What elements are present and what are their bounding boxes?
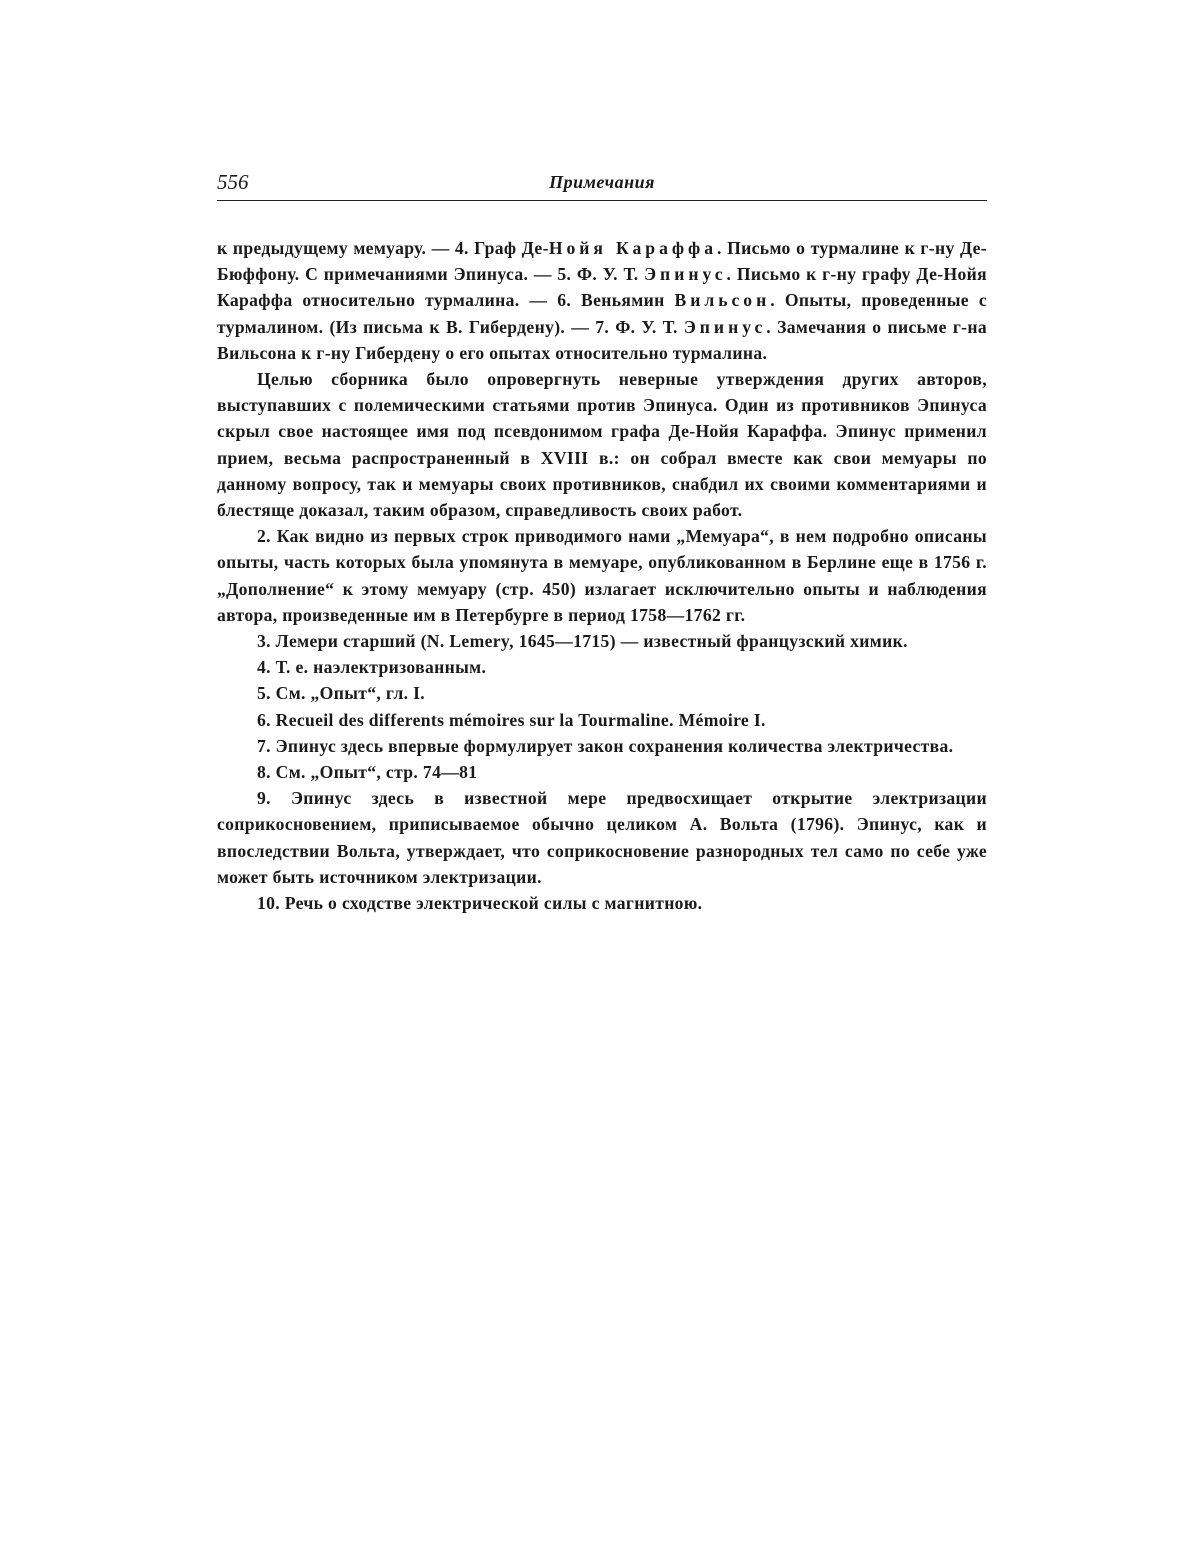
text-run: 10. Речь о сходстве электрической силы с магнитною. xyxy=(257,893,703,914)
note-paragraph xyxy=(217,785,987,890)
note-paragraph xyxy=(217,890,987,916)
continued-note-paragraph xyxy=(217,235,987,366)
note-paragraph xyxy=(217,523,987,628)
note-paragraph xyxy=(217,733,987,759)
text-run: 4. Т. е. наэлектризованным. xyxy=(257,657,487,678)
spaced-name: Вильсон xyxy=(674,290,771,311)
text-run: Целью сборника было опровергнуть неверные утверждения других авторов, выступавших с полемическими статьями против Эпинуса. Один из противников Эпинуса скрыл свое настоящее имя под псевдонимом графа Де-Нойя Караффа. Эпинус применил прием, весьма распространенный в XVIII в.: он собрал вместе как свои мемуары по данному вопросу, так и мемуары своих противников, снабдил их своими комментариями и блестяще доказал, таким образом, справедливость своих работ. xyxy=(217,369,987,521)
text-run: 7. Эпинус здесь впервые формулирует закон сохранения количества электричества. xyxy=(257,735,954,756)
text-run: 3. Лемери старший (N. Lemery, 1645—1715) — известный французский химик. xyxy=(257,631,908,652)
note-paragraph xyxy=(217,654,987,680)
text-run: к предыдущему мемуару. — 4. Граф Де- xyxy=(217,238,549,258)
spaced-name: Нойя Караффа xyxy=(548,238,718,258)
text-run: 6. Recueil des differents mémoires sur la Tourmaline. Mémoire I. xyxy=(257,709,766,730)
note-paragraph xyxy=(217,759,987,785)
note-paragraph xyxy=(217,707,987,733)
text-run: . Замечания о письме г-на Вильсона к г-ну Гибердену о его опытах относительно турмалина. xyxy=(217,316,988,363)
notes-body xyxy=(217,235,987,916)
running-head xyxy=(217,168,987,201)
spaced-name: Эпинус xyxy=(683,316,767,337)
note-paragraph xyxy=(217,366,987,523)
page-number: 556 xyxy=(217,170,249,194)
text-run: 9. Эпинус здесь в известной мере предвосхищает открытие электризации соприкосновением, приписываемое обычно целиком А. Вольта (1796). Эпинус, как и впоследствии Вольта, утверждает, что соприкосновение разнородных тел само по себе уже может быть источником электризации. xyxy=(217,788,987,887)
note-paragraph xyxy=(217,680,987,706)
text-run: 2. Как видно из первых строк приводимого нами „Мемуара“, в нем подробно описаны опыты, часть которых была упомянута в мемуаре, опубликованном в Берлине еще в 1756 г. „Дополнение“ к этому мемуару (стр. 450) излагает исключительно опыты и наблюдения автора, произведенные им в Петербурге в период 1758—1762 гг. xyxy=(217,526,987,625)
text-run: . Письмо к г-ну графу Де-Нойя Караффа относительно турмалина. — 6. Веньямин xyxy=(217,264,988,311)
text-run: 8. См. „Опыт“, стр. 74—81 xyxy=(257,762,478,783)
text-run: 5. См. „Опыт“, гл. I. xyxy=(257,683,426,704)
page xyxy=(217,168,987,916)
running-title: Примечания xyxy=(549,172,655,192)
note-paragraph xyxy=(217,628,987,654)
text-run: . Письмо о турмалине к г-ну Де-Бюффону. С примечаниями Эпинуса. — 5. Ф. У. Т. xyxy=(217,238,987,285)
spaced-name: Эпинус xyxy=(644,264,727,285)
text-run: . Опыты, проведенные с турмалином. (Из письма к В. Гибердену). — 7. Ф. У. Т. xyxy=(217,290,987,337)
